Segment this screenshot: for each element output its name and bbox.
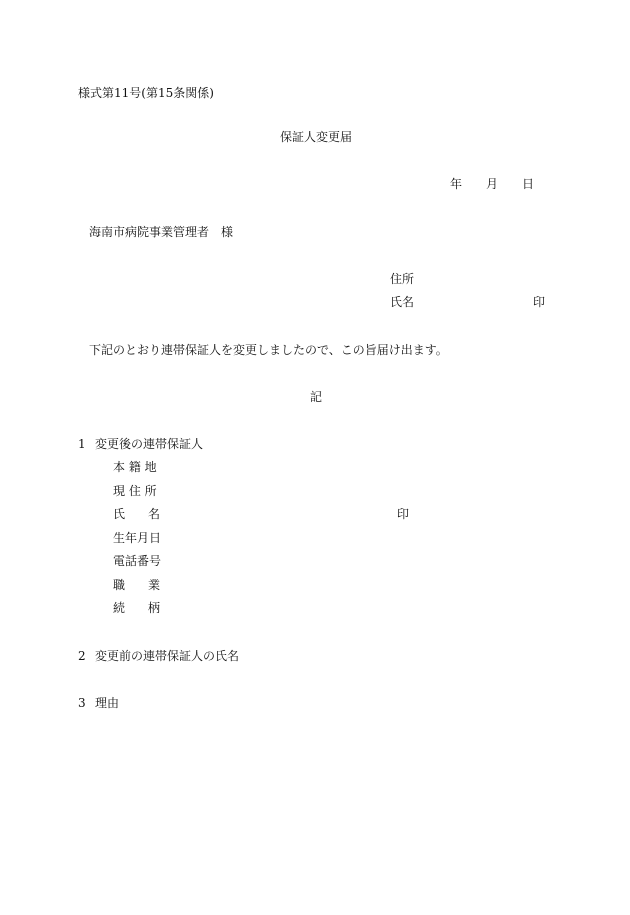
field-phone-label: 電話番号 [113,554,162,568]
section1-title: 変更後の連帯保証人 [95,437,204,451]
section3-title: 理由 [95,696,120,710]
field-name-seal-mark: 印 [397,507,410,521]
addressee: 海南市病院事業管理者 様 [89,225,234,239]
form-title: 保証人変更届 [280,130,353,144]
date-year-label: 年 [450,177,463,191]
ki-heading: 記 [310,390,323,404]
field-occupation-label-first: 職 [113,578,126,592]
field-current-address-label: 現 住 所 [113,484,157,498]
field-birthdate-label: 生年月日 [113,531,162,545]
field-name-label-first: 氏 [113,507,126,521]
date-month-label: 月 [486,177,499,191]
date-day-label: 日 [522,177,535,191]
field-relationship-label-second: 柄 [148,601,161,615]
field-relationship-label-first: 続 [113,601,126,615]
applicant-address-label: 住所 [390,272,415,286]
section2-number: 2 [78,649,86,663]
section2-title: 変更前の連帯保証人の氏名 [95,649,240,663]
field-name-label-second: 名 [148,507,161,521]
form-number: 様式第11号(第15条関係) [78,86,214,100]
field-domicile-label: 本 籍 地 [113,460,157,474]
section3-number: 3 [78,696,86,710]
statement-text: 下記のとおり連帯保証人を変更しましたので、この旨届け出ます。 [89,343,448,357]
applicant-seal-mark: 印 [533,295,546,309]
field-occupation-label-second: 業 [148,578,161,592]
applicant-name-label: 氏名 [390,295,415,309]
section1-number: 1 [78,437,86,451]
